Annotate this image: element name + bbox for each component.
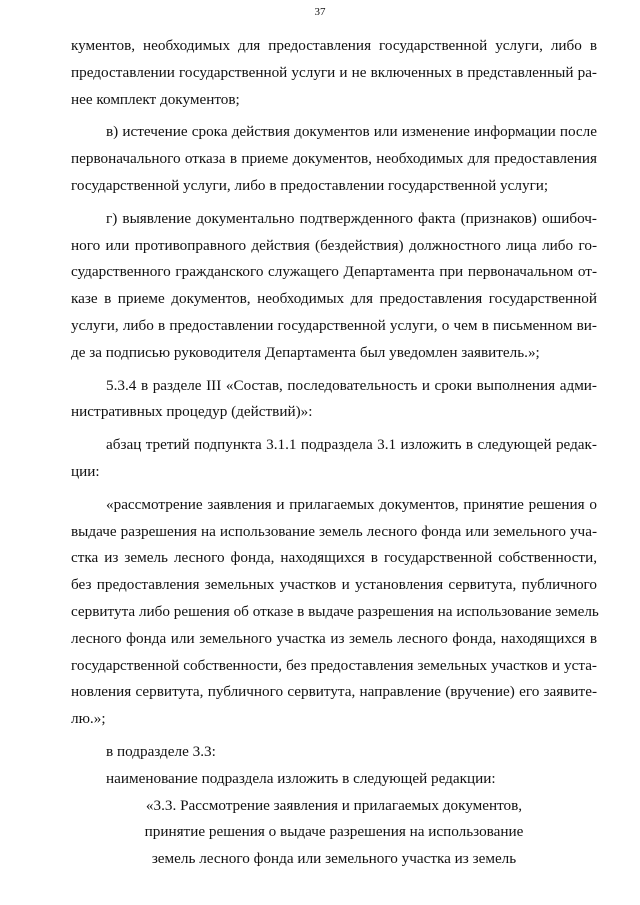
paragraph-6 bbox=[71, 492, 597, 733]
text-line: стка из земель лесного фонда, находящихся в государственной собственности, bbox=[71, 549, 597, 567]
text-line: «рассмотрение заявления и прилагаемых документов, принятие решения о bbox=[106, 495, 597, 513]
text-line: предоставлении государственной услуги и не включенных в представленный ра- bbox=[71, 63, 597, 81]
text-line: нистративных процедур (действий)»: bbox=[71, 403, 313, 421]
text-line: без предоставления земельных участков и установления сервитута, публичного bbox=[71, 576, 597, 594]
paragraph-7 bbox=[71, 739, 597, 766]
section-heading bbox=[71, 793, 597, 873]
text-line: ного или противоправного действия (бездействия) должностного лица либо го- bbox=[71, 236, 597, 254]
text-line: ции: bbox=[71, 462, 100, 480]
paragraph-4 bbox=[71, 373, 597, 427]
document-body bbox=[71, 33, 597, 873]
text-line: выдаче разрешения на использование земель лесного фонда или земельного уча- bbox=[71, 522, 597, 540]
text-line: сударственного гражданского служащего Департамента при первоначальном от- bbox=[71, 263, 597, 281]
heading-line: принятие решения о выдаче разрешения на использование bbox=[144, 823, 524, 841]
heading-line: «3.3. Рассмотрение заявления и прилагаемых документов, bbox=[145, 796, 523, 814]
text-line: сервитута либо решения об отказе в выдаче разрешения на использование земель bbox=[71, 602, 599, 620]
text-line: новления сервитута, публичного сервитута, направление (вручение) его заявите- bbox=[71, 683, 597, 701]
text-line: в подразделе 3.3: bbox=[106, 742, 216, 760]
text-line: г) выявление документально подтвержденного факта (признаков) ошибоч- bbox=[106, 209, 597, 227]
text-line: услуги, либо в предоставлении государственной услуги, о чем в письменном ви- bbox=[71, 316, 597, 334]
paragraph-5 bbox=[71, 432, 597, 486]
text-line: государственной услуги, либо в предоставлении государственной услуги; bbox=[71, 176, 549, 194]
text-line: кументов, необходимых для предоставления государственной услуги, либо в bbox=[71, 37, 597, 54]
page-number: 37 bbox=[314, 6, 326, 18]
text-line: государственной собственности, без предоставления земельных участков и уста- bbox=[71, 656, 597, 674]
text-line: казе в приеме документов, необходимых для предоставления государственной bbox=[71, 290, 597, 308]
heading-line: земель лесного фонда или земельного участка из земель bbox=[151, 850, 517, 868]
text-line: лю.»; bbox=[71, 710, 106, 728]
text-line: де за подписью руководителя Департамента был уведомлен заявитель.»; bbox=[71, 343, 540, 361]
text-line: 5.3.4 в разделе III «Состав, последовательность и сроки выполнения адми- bbox=[106, 376, 597, 394]
paragraph-3 bbox=[71, 206, 597, 367]
text-line: первоначального отказа в приеме документов, необходимых для предоставления bbox=[71, 150, 597, 168]
text-line: лесного фонда или земельного участка из земель лесного фонда, находящихся в bbox=[71, 629, 597, 647]
text-line: нее комплект документов; bbox=[71, 90, 240, 108]
text-line: абзац третий подпункта 3.1.1 подраздела 3.1 изложить в следующей редак- bbox=[106, 436, 597, 454]
text-line: в) истечение срока действия документов или изменение информации после bbox=[106, 123, 597, 141]
paragraph-8 bbox=[71, 766, 597, 793]
paragraph-2 bbox=[71, 119, 597, 199]
paragraph-1 bbox=[71, 33, 597, 113]
text-line: наименование подраздела изложить в следующей редакции: bbox=[106, 769, 496, 787]
